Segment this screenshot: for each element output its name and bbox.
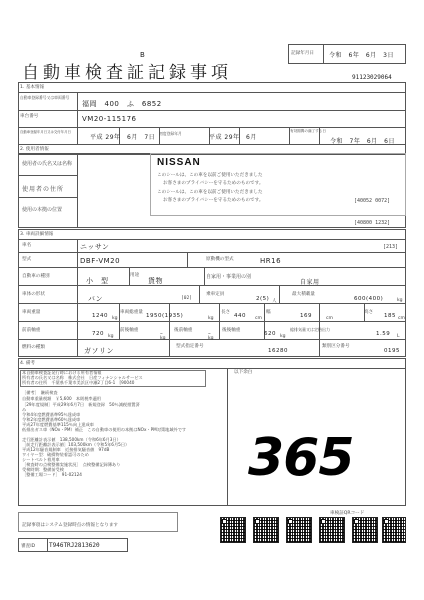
length-unit: cm xyxy=(255,316,263,321)
height-unit: cm xyxy=(398,316,406,321)
remarks-continued: 以下余白 xyxy=(234,370,253,375)
expiry-date: 令和 7年 6月 6日 xyxy=(330,138,395,145)
note-line: 所有者の住所 千葉県千葉市美浜区中瀬2丁目6-1 [90040 xyxy=(22,380,135,385)
rr-axle: 620 xyxy=(264,331,276,337)
user-code-2: [40800 1232] xyxy=(354,220,391,226)
handwritten-number: 365 xyxy=(248,428,354,488)
notice-text: 記録事項はシステム登録時点の情報となります xyxy=(22,523,119,528)
height: 185 xyxy=(384,313,396,319)
note-line: ワイヤー型：破損物装着認可のため xyxy=(22,452,89,457)
nissan-logo: NISSAN xyxy=(157,157,201,168)
width-label: 幅 xyxy=(266,310,271,315)
note-line: み xyxy=(22,407,27,412)
note-line: ［検査時の点検整備実施状況］ 点検整備記録簿あり xyxy=(22,462,121,467)
chassis-number: VM20-115176 xyxy=(82,115,137,123)
rr-axle-unit: kg xyxy=(280,334,286,339)
model-number-label: 型式指定番号 xyxy=(176,344,204,349)
purpose-label: 自家用・事業用の別 xyxy=(206,274,252,280)
rr-axle-label: 後後軸重 xyxy=(222,328,241,333)
class-label: 自動車の種別 xyxy=(22,274,50,279)
form-mark: B xyxy=(140,51,145,59)
user-code-1: [40052 0072] xyxy=(354,198,391,204)
note-line: ［整備工場コード］ 91-02124 xyxy=(22,472,82,477)
note-line: 自動車重量税額 ￥5,600 本則税率適用 xyxy=(22,396,101,401)
note-line: 所有者の氏名又は名称 株式会社 日産フィナンシャルサービス xyxy=(22,375,143,380)
note-line: ［29年度規制］平成29年6月7日 新規登録 50％減税措置済 xyxy=(22,402,140,407)
gross-weight: 1950(1935) xyxy=(146,313,184,319)
capacity-unit: 人 xyxy=(272,299,277,304)
first-reg-label: 自動車登録年月日又は交付年月日 xyxy=(20,130,71,134)
first-reg: 平成 29年 6月 7日 xyxy=(90,134,156,141)
section3-heading: 3. 車両詳細情報 xyxy=(20,232,54,237)
first-year-label: 初度登録年月 xyxy=(159,131,182,136)
private-use: 自家用 xyxy=(300,279,320,286)
height-label: 高さ xyxy=(364,310,374,315)
type-label: 型式 xyxy=(22,257,32,262)
max-load-unit: kg xyxy=(397,298,403,303)
model-number: 16280 xyxy=(268,348,288,354)
ff-axle-unit: kg xyxy=(108,334,114,339)
length-label: 長さ xyxy=(221,310,231,315)
chassis-label: 車台番号 xyxy=(20,114,39,119)
body-label: 車体の形状 xyxy=(22,292,45,297)
fr-axle-label: 前後軸重 xyxy=(120,328,139,333)
engine-label: 原動機の型式 xyxy=(206,257,234,262)
note-line: 受検時期：整備前受検 xyxy=(22,467,64,472)
doc-number: 91123029064 xyxy=(352,74,392,81)
vehicle-class: 小 型 xyxy=(86,277,109,285)
page-title: 自動車検査証記録事項 xyxy=(22,63,232,83)
weight-label: 車両重量 xyxy=(22,310,41,315)
base-location-label: 使用の本拠の位置 xyxy=(22,207,63,213)
rf-axle-label: 後前軸重 xyxy=(174,328,193,333)
use-label: 用途 xyxy=(130,273,140,278)
ff-axle: 720 xyxy=(92,331,104,337)
qr-label: 車検証QRコード xyxy=(330,511,365,516)
fr-axle: – xyxy=(160,331,164,337)
audit-id-label: 審査ID xyxy=(21,544,36,549)
maker-code: [213] xyxy=(383,244,399,250)
fr-axle-unit: kg xyxy=(160,336,166,341)
issue-date-label: 記録年月日 xyxy=(291,51,314,56)
reg-number-label: 自動車登録番号又は車両番号 xyxy=(20,95,70,100)
engine-type: HR16 xyxy=(260,257,282,265)
note-line: 令和4年度燃費基準95％達成車 xyxy=(22,412,81,417)
ff-axle-label: 前前軸重 xyxy=(22,328,41,333)
first-year: 平成 29年 6月 xyxy=(209,134,257,141)
section2-heading: 2. 使用者情報 xyxy=(20,147,49,152)
max-load-label: 最大積載量 xyxy=(292,292,315,297)
maker: ニッサン xyxy=(80,243,110,251)
rf-axle-unit: kg xyxy=(208,336,214,341)
qr-code-6 xyxy=(382,517,406,543)
vehicle-type: DBF-VM20 xyxy=(80,257,121,265)
audit-id: T946TRJ2813620 xyxy=(49,542,100,549)
note-line: 平成27年度燃費基準115％向上達成車 xyxy=(22,422,94,427)
body-shape: バン xyxy=(88,295,103,303)
note-line: ［前走行距離計表示値］103,500km（令和5年6月5日） xyxy=(22,442,130,447)
fuel-label: 燃料の種類 xyxy=(22,345,45,350)
seal-note-2: このシールは、この車を以前ご使用いただきました xyxy=(157,190,263,195)
seal-note-1b: お客さまのプライバシーを守るためのものです。 xyxy=(163,181,264,186)
displacement-label: 総排気量又は定格出力 xyxy=(290,327,330,332)
body-code: [02] xyxy=(181,296,193,301)
seal-note-2b: お客さまのプライバシーを守るためのものです。 xyxy=(163,198,264,203)
qr-code-4 xyxy=(319,517,345,543)
note-line: 平成12年騒音規制車 近接排気騒音値 97dB xyxy=(22,447,110,452)
displacement: 1.59 xyxy=(376,331,391,337)
class-number: 0195 xyxy=(384,348,400,354)
class-number-label: 類別区分番号 xyxy=(322,344,350,349)
width: 169 xyxy=(300,313,312,319)
issue-date: 令和 6年 6月 3日 xyxy=(329,52,394,59)
weight-unit: kg xyxy=(112,316,118,321)
note-line: 令和2年度燃費基準60％達成車 xyxy=(22,417,81,422)
reg-number: 福岡 400 ふ 6852 xyxy=(82,100,162,108)
note-line: ［備考］ 継続検査 xyxy=(22,390,58,395)
gross-weight-label: 車両総重量 xyxy=(120,310,143,315)
gross-weight-unit: kg xyxy=(208,316,214,321)
max-load: 600(400) xyxy=(354,296,384,302)
seal-note-1: このシールは、この車を以前ご使用いただきました xyxy=(157,173,263,178)
note-line: 本自動車検査証発行時における所有者情報 xyxy=(22,370,102,375)
user-address-label: 使用者の住所 xyxy=(22,186,65,193)
section1-heading: 1. 基本情報 xyxy=(20,85,45,90)
capacity: 2(5) xyxy=(256,296,270,302)
section4-heading: 4. 備考 xyxy=(20,361,36,366)
user-name-label: 使用者の氏名又は名称 xyxy=(22,161,73,167)
capacity-label: 乗車定員 xyxy=(206,292,225,297)
displacement-unit: L xyxy=(397,334,400,339)
note-line: 走行距離計表示値 138,500km（令和6年6月3日） xyxy=(22,437,121,442)
qr-code-2 xyxy=(253,517,279,543)
rf-axle: – xyxy=(208,331,212,337)
maker-label: 車名 xyxy=(22,243,32,248)
expiry-label: 有効期間の満了する日 xyxy=(290,129,326,133)
qr-code-3 xyxy=(286,517,312,543)
note-line: 低排出ガス車（NOx・PM）補正 この自動車の使用の本拠はNOx・PM対策地域外です xyxy=(22,427,187,432)
vehicle-weight: 1240 xyxy=(92,313,108,319)
note-line: シートベルト着用車 xyxy=(22,457,60,462)
vehicle-use: 貨物 xyxy=(148,277,163,285)
qr-code-5 xyxy=(352,517,378,543)
width-unit: cm xyxy=(326,316,334,321)
length: 440 xyxy=(234,313,246,319)
qr-code-1 xyxy=(220,517,246,543)
fuel-type: ガソリン xyxy=(84,347,114,355)
